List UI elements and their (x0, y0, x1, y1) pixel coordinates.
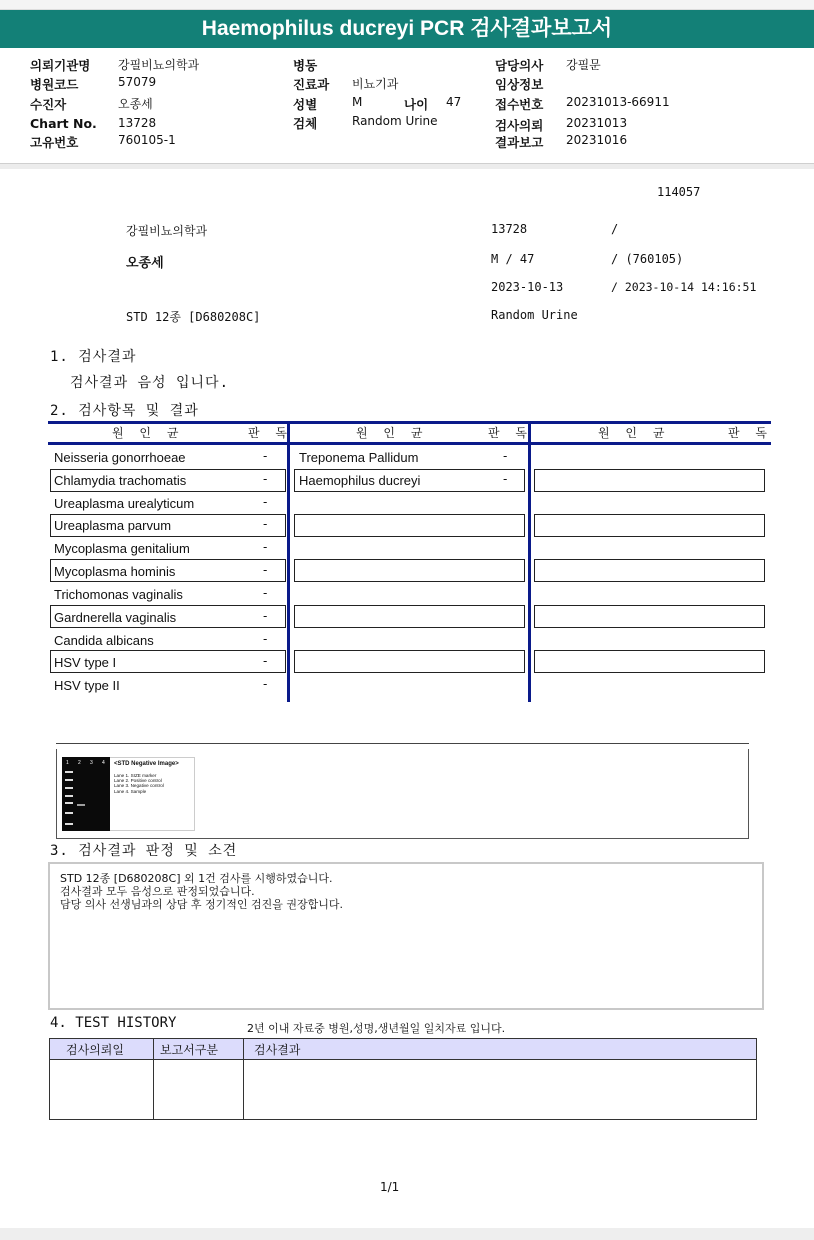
hospital-code-label: 병원코드 (30, 77, 79, 92)
summary-test-name: STD 12종 [D680208C] (126, 310, 261, 324)
pathogen-result: - (503, 449, 508, 463)
ward-label: 병동 (293, 58, 318, 73)
unique-no-value: 760105-1 (118, 133, 176, 147)
patient-label: 수진자 (30, 97, 67, 112)
pathogen-result: - (263, 609, 268, 623)
gel-band (77, 804, 85, 806)
col3-result-header: 판 독 (728, 426, 773, 440)
pathogen-name: Mycoplasma hominis (54, 564, 176, 579)
report-title: Haemophilus ducreyi PCR 검사결과보고서 (0, 10, 814, 48)
doctor-value: 강필문 (566, 58, 601, 72)
summary-slash: / (611, 222, 619, 236)
patient-value: 오종세 (118, 97, 153, 111)
summary-sex-age: M / 47 (491, 252, 535, 266)
request-date-value: 20231013 (566, 116, 628, 130)
gel-band (65, 787, 73, 789)
history-col-report-type: 보고서구분 (160, 1043, 218, 1057)
results-grid-header-rule (48, 442, 771, 445)
pathogen-name: Neisseria gonorrhoeae (54, 450, 186, 465)
window-bottom-strip (0, 1228, 814, 1240)
opinion-line: STD 12종 [D680208C] 외 1건 검사를 시행하였습니다. (60, 872, 333, 885)
gel-lane-label: 2 (78, 760, 81, 766)
gel-lane-label: 4 (102, 760, 105, 766)
row-box (534, 650, 765, 673)
doctor-label: 담당의사 (495, 58, 544, 73)
pathogen-result: - (263, 586, 268, 600)
section-1-body: 검사결과 음성 입니다. (70, 375, 230, 391)
history-col-request-date: 검사의뢰일 (66, 1043, 124, 1057)
gel-band (65, 771, 73, 773)
pathogen-name: Trichomonas vaginalis (54, 587, 183, 602)
pathogen-result: - (263, 677, 268, 691)
history-note: 2년 이내 자료중 병원,성명,생년월일 일치자료 입니다. (247, 1022, 506, 1035)
summary-institution: 강필비뇨의학과 (126, 224, 208, 238)
pathogen-result: - (263, 654, 268, 668)
gel-band (65, 823, 73, 825)
gel-caption-title: <STD Negative Image> (114, 761, 179, 767)
row-box (294, 514, 525, 537)
pathogen-name: Ureaplasma urealyticum (54, 496, 195, 511)
department-value: 비뇨기과 (352, 77, 399, 91)
window-top-strip (0, 0, 814, 10)
gel-lane-label: 3 (90, 760, 93, 766)
pathogen-name: HSV type II (54, 678, 120, 693)
gel-caption-line: Lane 3. Negative control (114, 783, 164, 789)
section-1-title: 1. 검사결과 (50, 349, 137, 365)
row-box (294, 559, 525, 582)
sex-value: M (352, 95, 363, 109)
row-box (534, 605, 765, 628)
specimen-label: 검체 (293, 116, 318, 131)
gel-band (65, 795, 73, 797)
pathogen-result: - (263, 472, 268, 486)
summary-specimen: Random Urine (491, 308, 578, 322)
hospital-code-value: 57079 (118, 75, 157, 89)
gel-band (65, 779, 73, 781)
summary-chart-no: 13728 (491, 222, 528, 236)
pathogen-name: Gardnerella vaginalis (54, 610, 177, 625)
department-label: 진료과 (293, 77, 330, 92)
col1-result-header: 판 독 (248, 426, 293, 440)
row-box (294, 650, 525, 673)
image-panel-top-rule (56, 743, 749, 744)
history-col-divider (153, 1039, 154, 1119)
institution-label: 의뢰기관명 (30, 58, 91, 73)
report-date-value: 20231016 (566, 133, 628, 147)
section-3-title: 3. 검사결과 판정 및 소견 (50, 843, 238, 859)
header-divider (0, 163, 814, 169)
gel-caption (110, 757, 195, 831)
gel-caption-line: Lane 1. SIZE marker (114, 773, 157, 778)
summary-reported-datetime: / 2023-10-14 14:16:51 (611, 280, 757, 294)
age-value: 47 (446, 95, 462, 109)
history-table-header (50, 1039, 756, 1060)
pathogen-result: - (263, 449, 268, 463)
report-date-label: 결과보고 (495, 135, 544, 150)
section-4-title: 4. TEST HISTORY (50, 1015, 177, 1031)
pathogen-name: HSV type I (54, 655, 117, 670)
row-box (294, 605, 525, 628)
opinion-box (48, 862, 764, 1010)
page-number: 1/1 (380, 1180, 400, 1194)
pathogen-result: - (263, 540, 268, 554)
report-id: 114057 (657, 185, 701, 199)
chart-no-value: 13728 (118, 116, 157, 130)
sex-label: 성별 (293, 97, 318, 112)
request-date-label: 검사의뢰 (495, 118, 544, 133)
pathogen-name: Mycoplasma genitalium (54, 541, 190, 556)
pathogen-name: Treponema Pallidum (299, 450, 419, 465)
gel-band (65, 812, 73, 814)
gel-band (65, 802, 73, 804)
pathogen-result: - (263, 632, 268, 646)
summary-birth: / (760105) (611, 252, 684, 266)
gel-lane-label: 1 (66, 760, 69, 766)
receipt-no-value: 20231013-66911 (566, 95, 670, 109)
summary-patient: 오종세 (126, 256, 164, 271)
row-box (534, 469, 765, 492)
col2-result-header: 판 독 (488, 426, 533, 440)
institution-value: 강필비뇨의학과 (118, 58, 200, 72)
results-grid-divider-2 (528, 421, 531, 702)
col2-pathogen-header: 원 인 균 (356, 426, 429, 440)
receipt-no-label: 접수번호 (495, 97, 544, 112)
specimen-value: Random Urine (352, 114, 438, 128)
results-grid-divider-1 (287, 421, 290, 702)
pathogen-result: - (503, 472, 508, 486)
age-label: 나이 (404, 97, 429, 112)
gel-electrophoresis-image (62, 757, 110, 831)
history-col-result: 검사결과 (254, 1043, 301, 1057)
row-box (534, 559, 765, 582)
col1-pathogen-header: 원 인 균 (112, 426, 185, 440)
unique-no-label: 고유번호 (30, 135, 79, 150)
chart-no-label: Chart No. (30, 116, 97, 131)
row-box (534, 514, 765, 537)
opinion-line: 검사결과 모두 음성으로 판정되었습니다. (60, 885, 255, 898)
pathogen-name: Candida albicans (54, 633, 154, 648)
pathogen-name: Ureaplasma parvum (54, 518, 172, 533)
pathogen-result: - (263, 517, 268, 531)
col3-pathogen-header: 원 인 균 (598, 426, 671, 440)
history-table (49, 1038, 757, 1120)
section-2-title: 2. 검사항목 및 결과 (50, 403, 199, 419)
gel-caption-line: Lane 4. Sample (114, 788, 147, 794)
pathogen-result: - (263, 495, 268, 509)
pathogen-name: Chlamydia trachomatis (54, 473, 187, 488)
summary-received-date: 2023-10-13 (491, 280, 564, 294)
pathogen-result: - (263, 563, 268, 577)
pathogen-name: Haemophilus ducreyi (299, 473, 421, 488)
opinion-line: 담당 의사 선생님과의 상담 후 정기적인 검진을 권장합니다. (60, 898, 343, 911)
history-col-divider (243, 1039, 244, 1119)
clinical-info-label: 임상정보 (495, 77, 544, 92)
gel-caption-line: Lane 2. Positive control (114, 778, 162, 784)
